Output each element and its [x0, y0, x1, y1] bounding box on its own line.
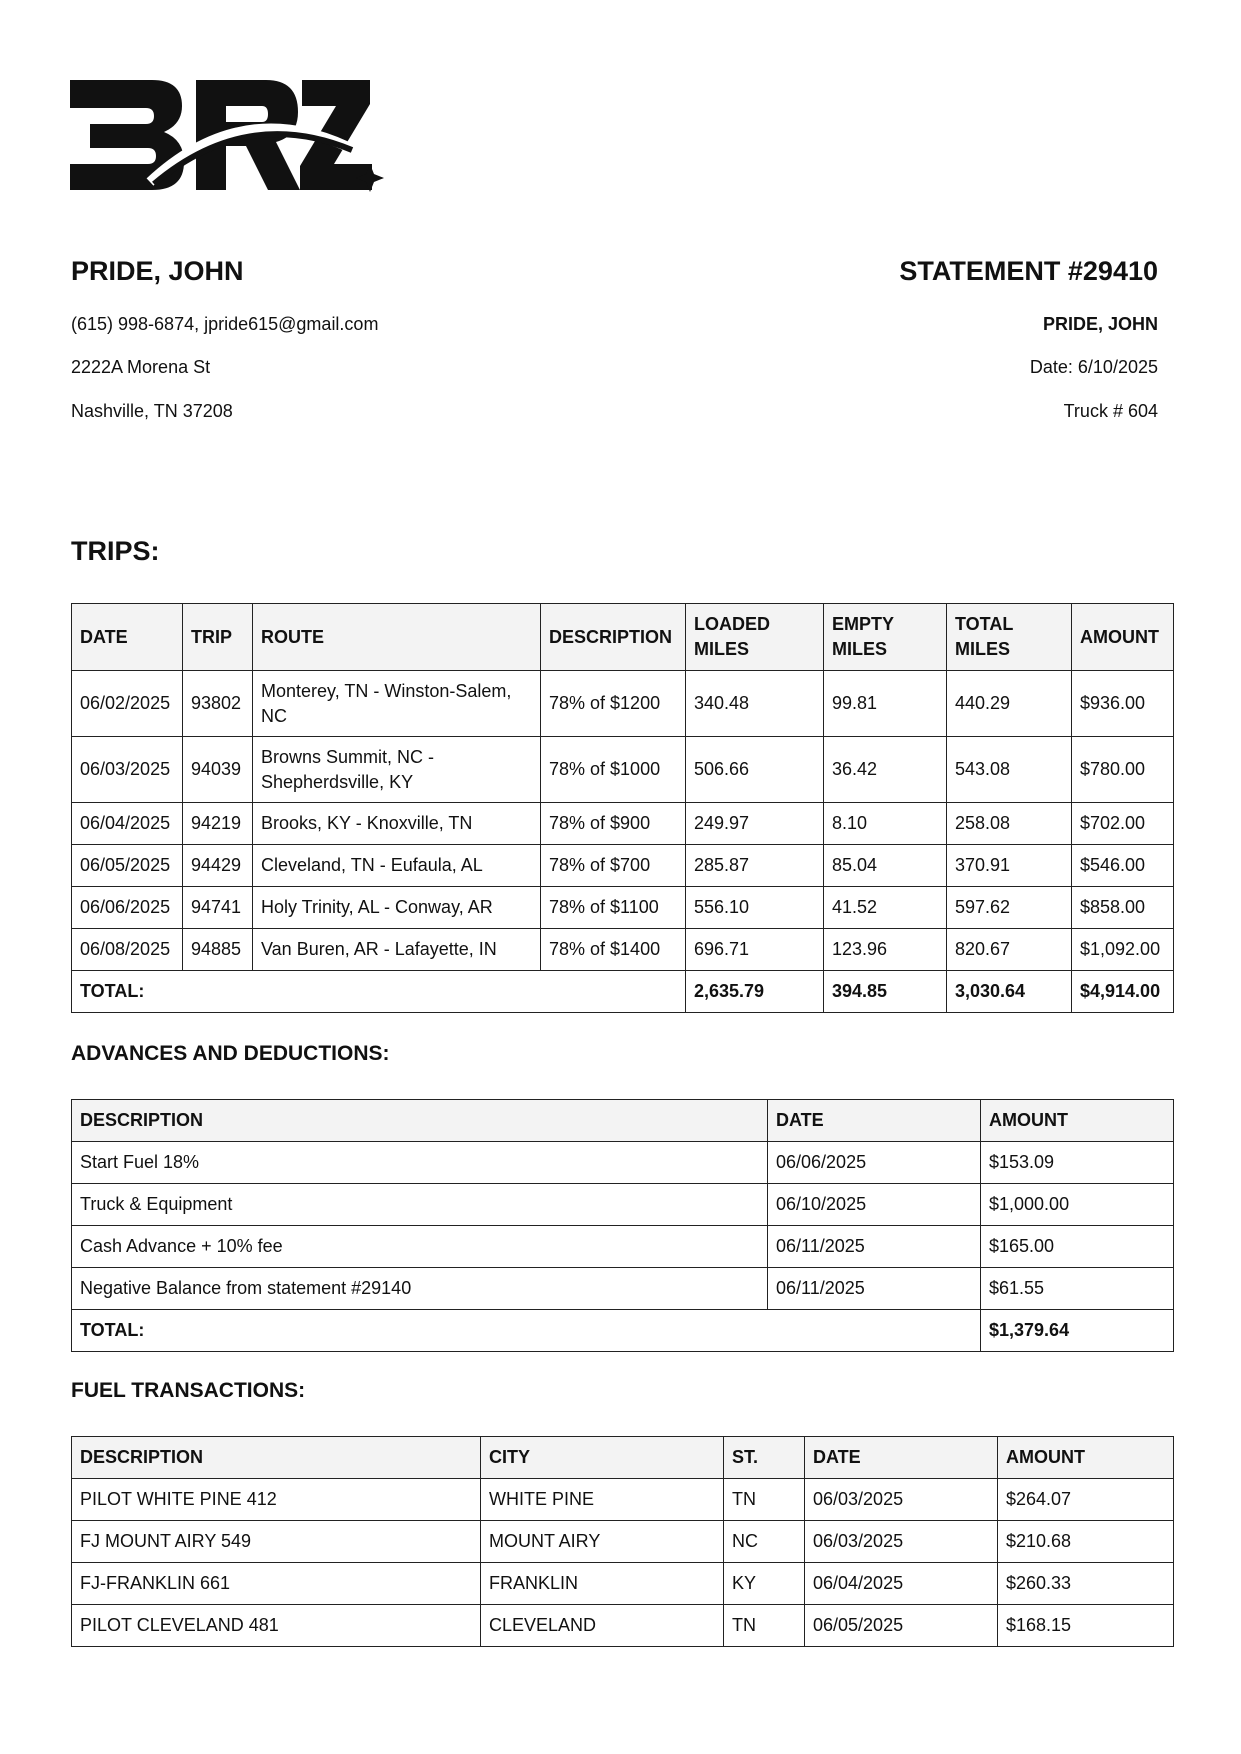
statement-driver-name: PRIDE, JOHN [1042, 314, 1158, 334]
table-cell: $61.55 [981, 1268, 1174, 1310]
table-row [72, 1563, 1174, 1605]
table-cell: $210.68 [998, 1521, 1174, 1563]
table-cell: $168.15 [998, 1605, 1174, 1647]
table-cell: 06/02/2025 [72, 671, 183, 737]
table-cell: TN [724, 1479, 805, 1521]
table-cell: 78% of $1100 [541, 887, 686, 929]
advances-header-row [72, 1100, 1174, 1142]
table-cell: 506.66 [686, 737, 824, 803]
table-cell: 249.97 [686, 803, 824, 845]
customer-street: 2222A Morena St [71, 357, 211, 377]
table-cell: 99.81 [824, 671, 947, 737]
table-cell: PILOT CLEVELAND 481 [72, 1605, 481, 1647]
table-cell: 556.10 [686, 887, 824, 929]
trips-total-row [72, 971, 1174, 1013]
table-cell: 06/06/2025 [72, 887, 183, 929]
column-header: TOTAL MILES [947, 604, 1072, 671]
column-header: AMOUNT [981, 1100, 1174, 1142]
table-cell: $264.07 [998, 1479, 1174, 1521]
table-cell: 06/08/2025 [72, 929, 183, 971]
table-cell: 06/03/2025 [805, 1479, 998, 1521]
table-cell: 06/11/2025 [768, 1226, 981, 1268]
trips-section-title: TRIPS: [71, 536, 160, 566]
table-cell: Cleveland, TN - Eufaula, AL [253, 845, 541, 887]
table-cell: $1,000.00 [981, 1184, 1174, 1226]
table-cell: 06/06/2025 [768, 1142, 981, 1184]
table-row [72, 845, 1174, 887]
table-cell: $936.00 [1072, 671, 1174, 737]
table-cell: 94039 [183, 737, 253, 803]
table-cell: 78% of $1000 [541, 737, 686, 803]
total-loaded-miles: 2,635.79 [686, 971, 824, 1013]
table-cell: 78% of $700 [541, 845, 686, 887]
advances-section-title: ADVANCES AND DEDUCTIONS: [71, 1042, 390, 1065]
table-cell: NC [724, 1521, 805, 1563]
table-cell: 41.52 [824, 887, 947, 929]
table-cell: 370.91 [947, 845, 1072, 887]
table-row [72, 1605, 1174, 1647]
column-header: DESCRIPTION [72, 1437, 481, 1479]
table-cell: 06/03/2025 [72, 737, 183, 803]
table-cell: 93802 [183, 671, 253, 737]
table-row [72, 929, 1174, 971]
fuel-table [71, 1436, 1174, 1647]
table-cell: Monterey, TN - Winston-Salem, NC [253, 671, 541, 737]
table-cell: $780.00 [1072, 737, 1174, 803]
table-cell: Browns Summit, NC - Shepherdsville, KY [253, 737, 541, 803]
table-row [72, 1268, 1174, 1310]
table-row [72, 887, 1174, 929]
fuel-section-title: FUEL TRANSACTIONS: [71, 1379, 306, 1402]
table-cell: 94885 [183, 929, 253, 971]
statement-truck: Truck # 604 [1063, 401, 1158, 421]
table-cell: 06/04/2025 [805, 1563, 998, 1605]
table-cell: 94429 [183, 845, 253, 887]
table-cell: 06/03/2025 [805, 1521, 998, 1563]
table-cell: 543.08 [947, 737, 1072, 803]
table-cell: $165.00 [981, 1226, 1174, 1268]
total-label: TOTAL: [72, 1310, 981, 1352]
table-cell: Brooks, KY - Knoxville, TN [253, 803, 541, 845]
fuel-header-row [72, 1437, 1174, 1479]
company-logo [70, 78, 390, 194]
table-cell: Truck & Equipment [72, 1184, 768, 1226]
statement-date: Date: 6/10/2025 [1029, 357, 1158, 377]
table-cell: MOUNT AIRY [481, 1521, 724, 1563]
column-header: ROUTE [253, 604, 541, 671]
table-cell: Van Buren, AR - Lafayette, IN [253, 929, 541, 971]
table-cell: 78% of $900 [541, 803, 686, 845]
table-cell: TN [724, 1605, 805, 1647]
column-header: DESCRIPTION [541, 604, 686, 671]
column-header: DATE [805, 1437, 998, 1479]
total-amount: $4,914.00 [1072, 971, 1174, 1013]
total-empty-miles: 394.85 [824, 971, 947, 1013]
column-header: DESCRIPTION [72, 1100, 768, 1142]
table-cell: FJ MOUNT AIRY 549 [72, 1521, 481, 1563]
table-cell: KY [724, 1563, 805, 1605]
column-header: TRIP [183, 604, 253, 671]
table-cell: $858.00 [1072, 887, 1174, 929]
table-cell: 8.10 [824, 803, 947, 845]
total-total-miles: 3,030.64 [947, 971, 1072, 1013]
table-cell: 285.87 [686, 845, 824, 887]
table-cell: WHITE PINE [481, 1479, 724, 1521]
column-header: AMOUNT [1072, 604, 1174, 671]
table-cell: Cash Advance + 10% fee [72, 1226, 768, 1268]
table-cell: 123.96 [824, 929, 947, 971]
column-header: AMOUNT [998, 1437, 1174, 1479]
table-cell: 94741 [183, 887, 253, 929]
trips-table [71, 603, 1174, 1013]
table-row [72, 1479, 1174, 1521]
column-header: ST. [724, 1437, 805, 1479]
table-cell: 85.04 [824, 845, 947, 887]
table-cell: PILOT WHITE PINE 412 [72, 1479, 481, 1521]
customer-contact: (615) 998-6874, jpride615@gmail.com [71, 314, 379, 334]
table-cell: 440.29 [947, 671, 1072, 737]
table-row [72, 1521, 1174, 1563]
table-row [72, 1226, 1174, 1268]
table-cell: Holy Trinity, AL - Conway, AR [253, 887, 541, 929]
table-cell: FRANKLIN [481, 1563, 724, 1605]
table-cell: 94219 [183, 803, 253, 845]
table-cell: 06/11/2025 [768, 1268, 981, 1310]
table-cell: $153.09 [981, 1142, 1174, 1184]
table-cell: $1,092.00 [1072, 929, 1174, 971]
table-cell: 06/04/2025 [72, 803, 183, 845]
column-header: LOADED MILES [686, 604, 824, 671]
table-cell: FJ-FRANKLIN 661 [72, 1563, 481, 1605]
table-cell: 696.71 [686, 929, 824, 971]
customer-city: Nashville, TN 37208 [71, 401, 233, 421]
trips-header-row [72, 604, 1174, 671]
column-header: DATE [768, 1100, 981, 1142]
advances-table [71, 1099, 1174, 1352]
table-cell: CLEVELAND [481, 1605, 724, 1647]
statement-title: STATEMENT #29410 [899, 256, 1158, 286]
total-label: TOTAL: [72, 971, 686, 1013]
table-cell: $546.00 [1072, 845, 1174, 887]
table-cell: 78% of $1400 [541, 929, 686, 971]
table-row [72, 737, 1174, 803]
advances-total-row [72, 1310, 1174, 1352]
table-cell: 06/05/2025 [805, 1605, 998, 1647]
table-cell: Start Fuel 18% [72, 1142, 768, 1184]
customer-name: PRIDE, JOHN [71, 256, 244, 286]
table-cell: 340.48 [686, 671, 824, 737]
table-cell: $260.33 [998, 1563, 1174, 1605]
table-row [72, 671, 1174, 737]
table-row [72, 803, 1174, 845]
total-amount: $1,379.64 [981, 1310, 1174, 1352]
table-cell: Negative Balance from statement #29140 [72, 1268, 768, 1310]
column-header: CITY [481, 1437, 724, 1479]
table-row [72, 1142, 1174, 1184]
table-row [72, 1184, 1174, 1226]
table-cell: 820.67 [947, 929, 1072, 971]
table-cell: 597.62 [947, 887, 1072, 929]
table-cell: 06/05/2025 [72, 845, 183, 887]
table-cell: 06/10/2025 [768, 1184, 981, 1226]
column-header: DATE [72, 604, 183, 671]
table-cell: $702.00 [1072, 803, 1174, 845]
table-cell: 78% of $1200 [541, 671, 686, 737]
table-cell: 36.42 [824, 737, 947, 803]
column-header: EMPTY MILES [824, 604, 947, 671]
table-cell: 258.08 [947, 803, 1072, 845]
